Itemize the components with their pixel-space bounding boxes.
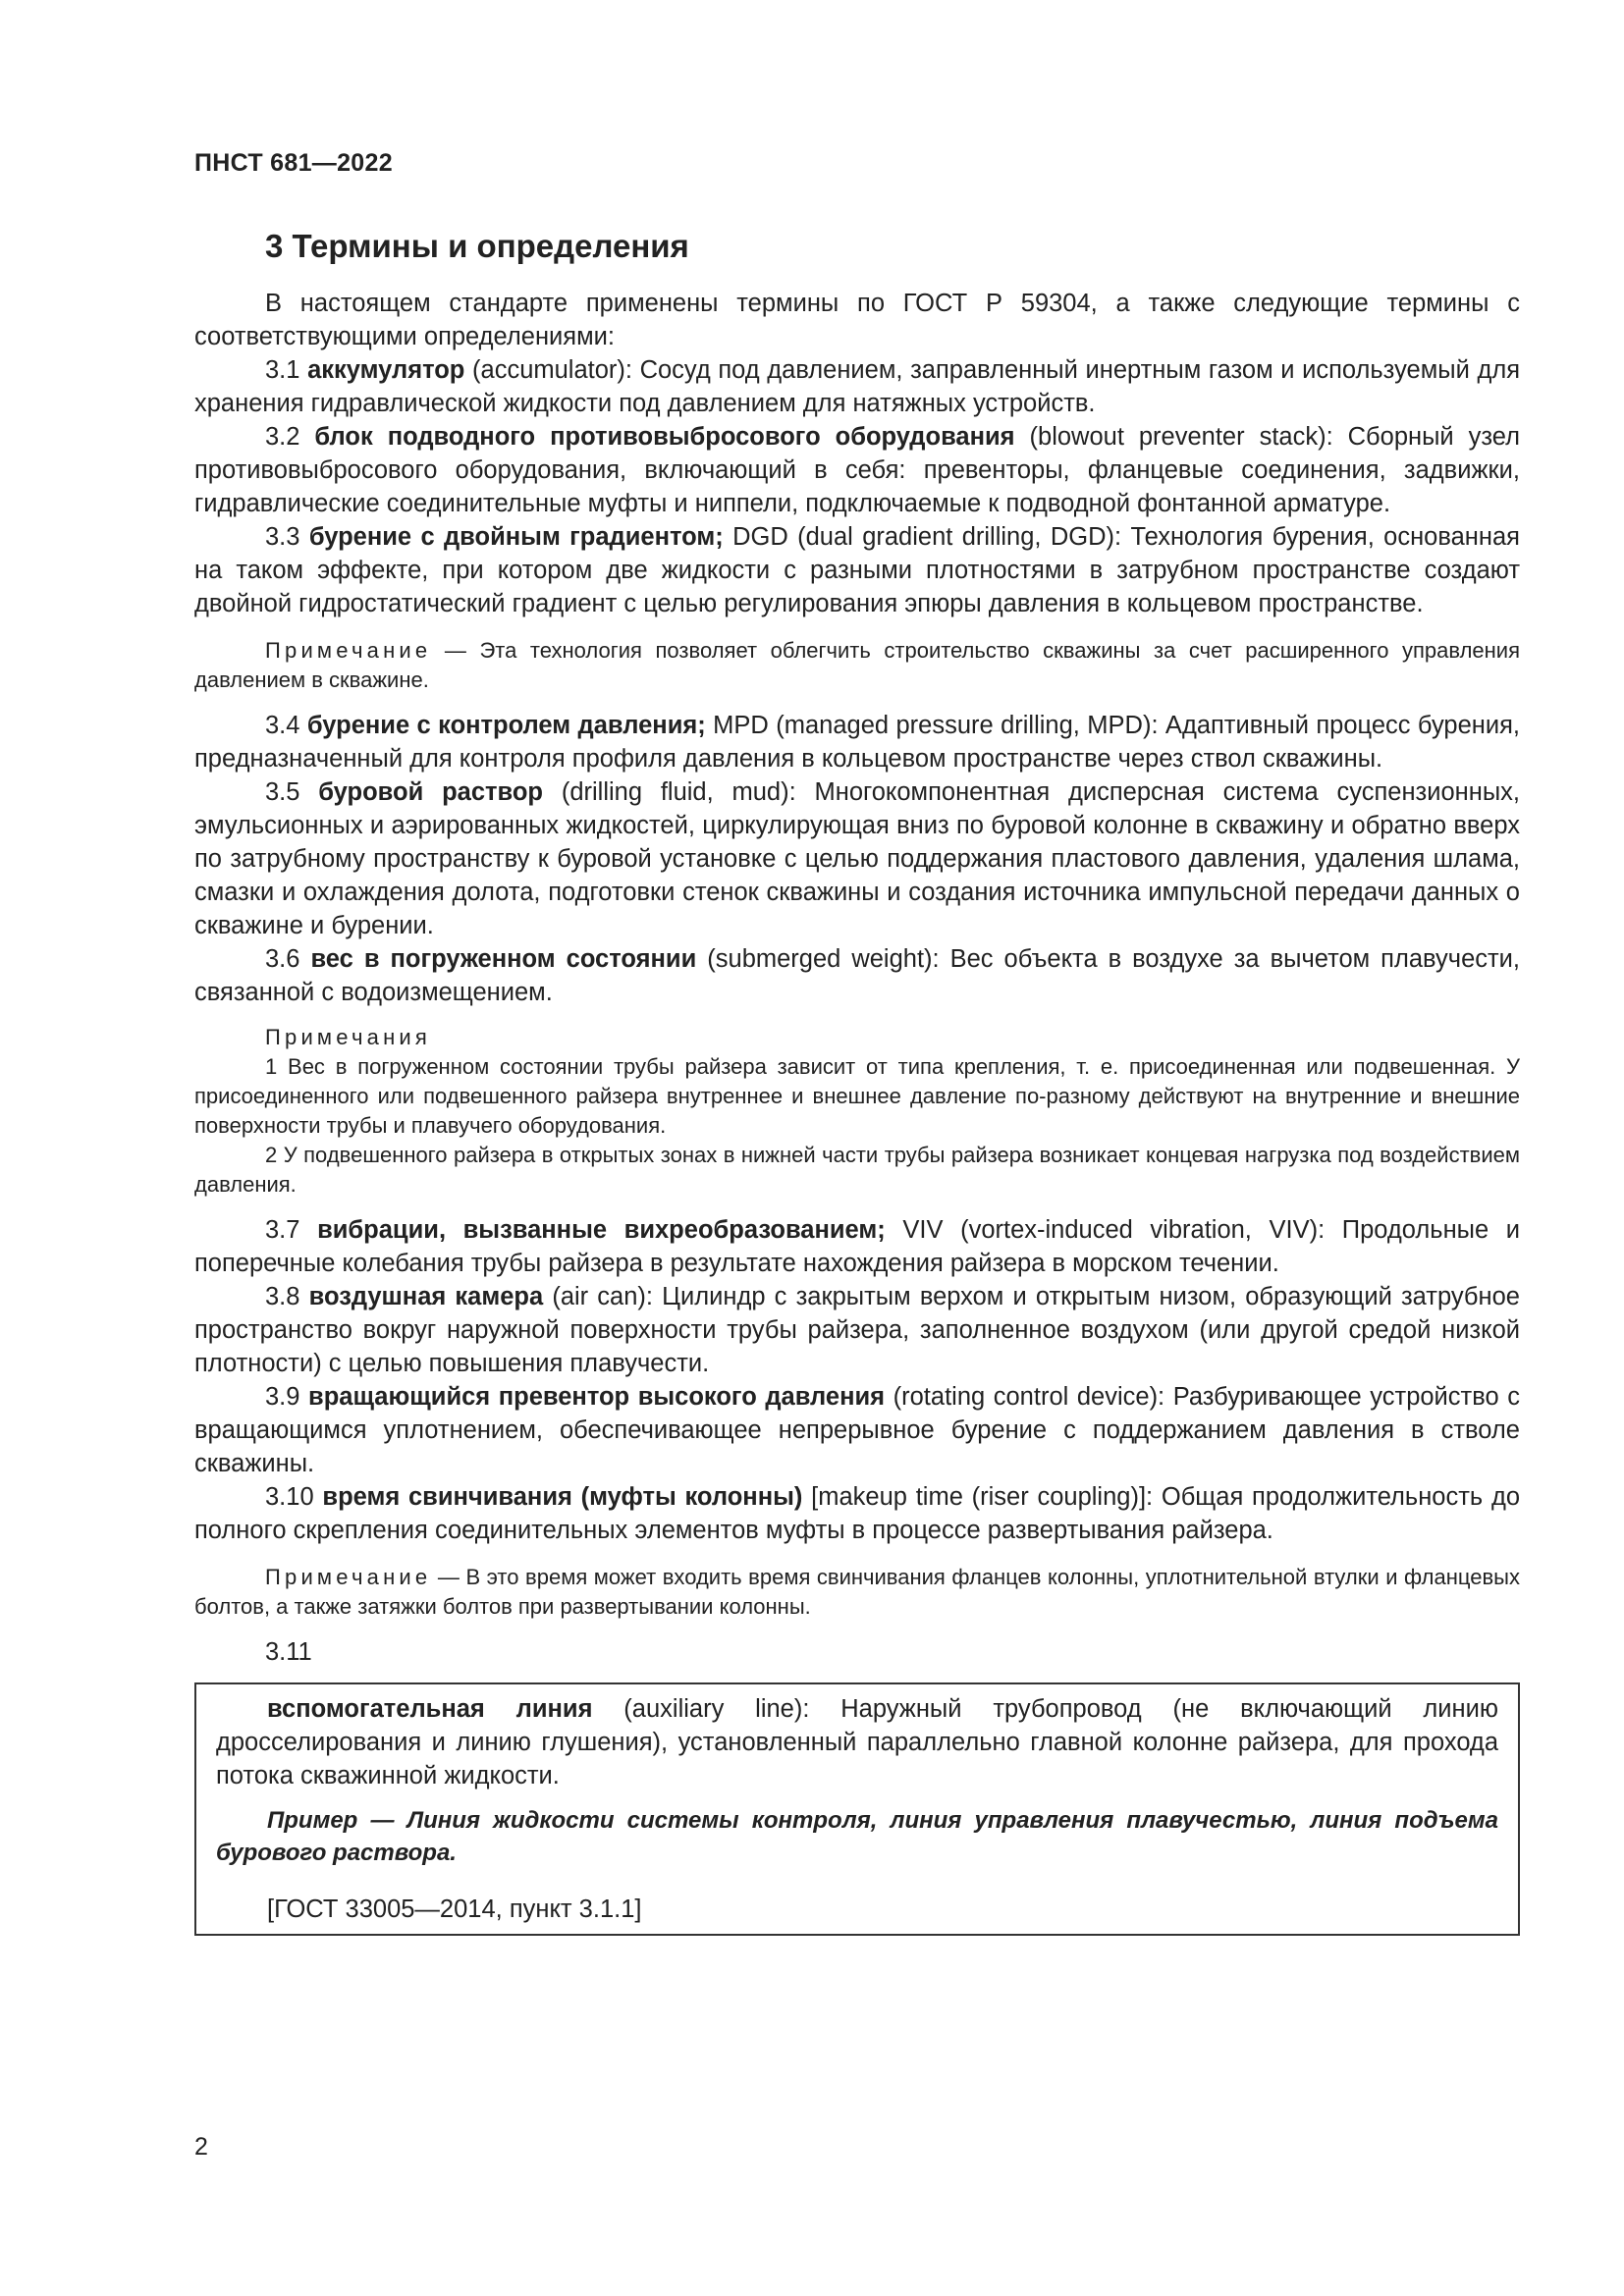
term-3-6: [194, 942, 1520, 1009]
term-3-11-box: [194, 1682, 1520, 1936]
term-number: 3.3: [265, 523, 300, 551]
note-3-3: [194, 636, 1520, 695]
term-3-2: [194, 420, 1520, 520]
term-3-8: [194, 1280, 1520, 1380]
term-name: буровой раствор: [318, 778, 544, 806]
notes-3-6: [194, 1023, 1520, 1200]
term-definition: (accumulator): Сосуд под давлением, заправленный инертным газом и используемый для хранения гидравлической жидкости под давлением для натяжных устройств.: [194, 356, 1521, 417]
term-3-4: [194, 709, 1520, 775]
term-name: аккумулятор: [307, 356, 465, 384]
page-number: 2: [194, 2133, 208, 2161]
note-text: Эта технология позволяет облегчить строительство скважины за счет расширенного управления давлением в скважине.: [194, 638, 1520, 692]
document-body: [194, 287, 1520, 1936]
term-name: бурение с двойным градиентом;: [308, 523, 724, 551]
note-text: В это время может входить время свинчивания фланцев колонны, уплотнительной втулки и фланцевых болтов, а также затяжки болтов при развертывании колонны.: [194, 1565, 1520, 1619]
term-definition: VIV (vortex-induced vibration, VIV): Продольные и поперечные колебания трубы райзера в результате нахождения райзера в морском течении.: [194, 1216, 1520, 1277]
term-3-5: [194, 775, 1520, 942]
term-3-11-source: [ГОСТ 33005—2014, пункт 3.1.1]: [267, 1896, 642, 1923]
term-number: 3.4: [265, 712, 300, 739]
term-number: 3.10: [265, 1483, 314, 1511]
term-number: 3.2: [265, 423, 300, 451]
term-definition: (drilling fluid, mud): Многокомпонентная дисперсная система суспензионных, эмульсионных и аэрированных жидкостей, циркулирующая вниз по буровой колонне в скважину и обратно вверх по затрубному пространству к буровой установке с целью поддержания пластового давления, удаления шлама, смазки и охлаждения долота, подготовки стенок скважины и создания источника импульсной передачи данных о скважине и бурении.: [194, 778, 1520, 939]
term-name: вес в погруженном состоянии: [310, 945, 697, 973]
term-3-7: [194, 1213, 1520, 1280]
notes-label: Примечания: [265, 1025, 432, 1049]
term-name: вращающийся превентор высокого давления: [308, 1383, 886, 1411]
term-name: воздушная камера: [308, 1283, 544, 1310]
term-name: бурение с контролем давления;: [306, 712, 706, 739]
note-label: Примечание: [265, 1565, 432, 1589]
note-item-2: 2 У подвешенного райзера в открытых зонах в нижней части трубы райзера возникает концевая нагрузка под воздействием давления.: [194, 1143, 1520, 1197]
term-definition: (submerged weight): Вес объекта в воздухе за вычетом плавучести, связанной с водоизмещением.: [194, 945, 1521, 1006]
term-number: 3.8: [265, 1283, 300, 1310]
term-number: 3.9: [265, 1383, 300, 1411]
term-definition: (rotating control device): Разбуривающее устройство с вращающимся уплотнением, обеспечивающее непрерывное бурение с поддержанием давления в стволе скважины.: [194, 1383, 1520, 1477]
section-title: 3 Термины и определения: [265, 228, 689, 264]
term-3-1: [194, 353, 1520, 420]
term-definition: DGD (dual gradient drilling, DGD): Технология бурения, основанная на таком эффекте, при котором две жидкости с разными плотностями в затрубном пространстве создают двойной гидростатический градиент с целью регулирования эпюры давления в кольцевом пространстве.: [194, 523, 1520, 617]
term-number: 3.7: [265, 1216, 300, 1244]
term-number: 3.5: [265, 778, 300, 806]
term-3-11-number: 3.11: [265, 1638, 312, 1666]
term-3-9: [194, 1380, 1520, 1480]
term-number: 3.1: [265, 356, 300, 384]
term-name: время свинчивания (муфты колонны): [322, 1483, 803, 1511]
intro-paragraph: В настоящем стандарте применены термины по ГОСТ Р 59304, а также следующие термины с соответствующими определениями:: [194, 290, 1520, 350]
term-name: вспомогательная линия: [267, 1695, 593, 1723]
document-id: ПНСТ 681—2022: [194, 149, 393, 177]
note-dash: —: [431, 638, 480, 663]
term-definition: (auxiliary line): Наружный трубопровод (не включающий линию дросселирования и линию глушения), установленный параллельно главной колонне райзера, для прохода потока скважинной жидкости.: [216, 1695, 1498, 1789]
term-3-11-example: Пример — Линия жидкости системы контроля, линия управления плавучестью, линия подъема бурового раствора.: [216, 1807, 1498, 1866]
term-number: 3.6: [265, 945, 300, 973]
term-3-11: [216, 1692, 1518, 1792]
note-3-10: [194, 1563, 1520, 1622]
term-definition: (blowout preventer stack): Сборный узел противовыбросового оборудования, включающий в себя: превенторы, фланцевые соединения, задвижки, гидравлические соединительные муфты и ниппели, подключаемые к подводной фонтанной арматуре.: [194, 423, 1520, 517]
term-name: вибрации, вызванные вихреобразованием;: [317, 1216, 886, 1244]
note-dash: —: [431, 1565, 466, 1589]
term-definition: MPD (managed pressure drilling, MPD): Адаптивный процесс бурения, предназначенный для контроля профиля давления в кольцевом пространстве через ствол скважины.: [194, 712, 1521, 773]
term-3-10: [194, 1480, 1520, 1547]
term-3-3: [194, 520, 1520, 620]
note-label: Примечание: [265, 638, 432, 663]
term-definition: [makeup time (riser coupling)]: Общая продолжительность до полного скрепления соединительных элементов муфты в процессе развертывания райзера.: [194, 1483, 1520, 1544]
note-item-1: 1 Вес в погруженном состоянии трубы райзера зависит от типа крепления, т. е. присоединенная или подвешенная. У присоединенного или подвешенного райзера внутреннее и внешнее давление по-разному действуют на внутренние и внешние поверхности трубы и плавучего оборудования.: [194, 1054, 1520, 1138]
term-name: блок подводного противовыбросового оборудования: [314, 423, 1015, 451]
term-definition: (air can): Цилиндр с закрытым верхом и открытым низом, образующий затрубное пространство вокруг наружной поверхности трубы райзера, заполненное воздухом (или другой средой низкой плотности) с целью повышения плавучести.: [194, 1283, 1520, 1377]
